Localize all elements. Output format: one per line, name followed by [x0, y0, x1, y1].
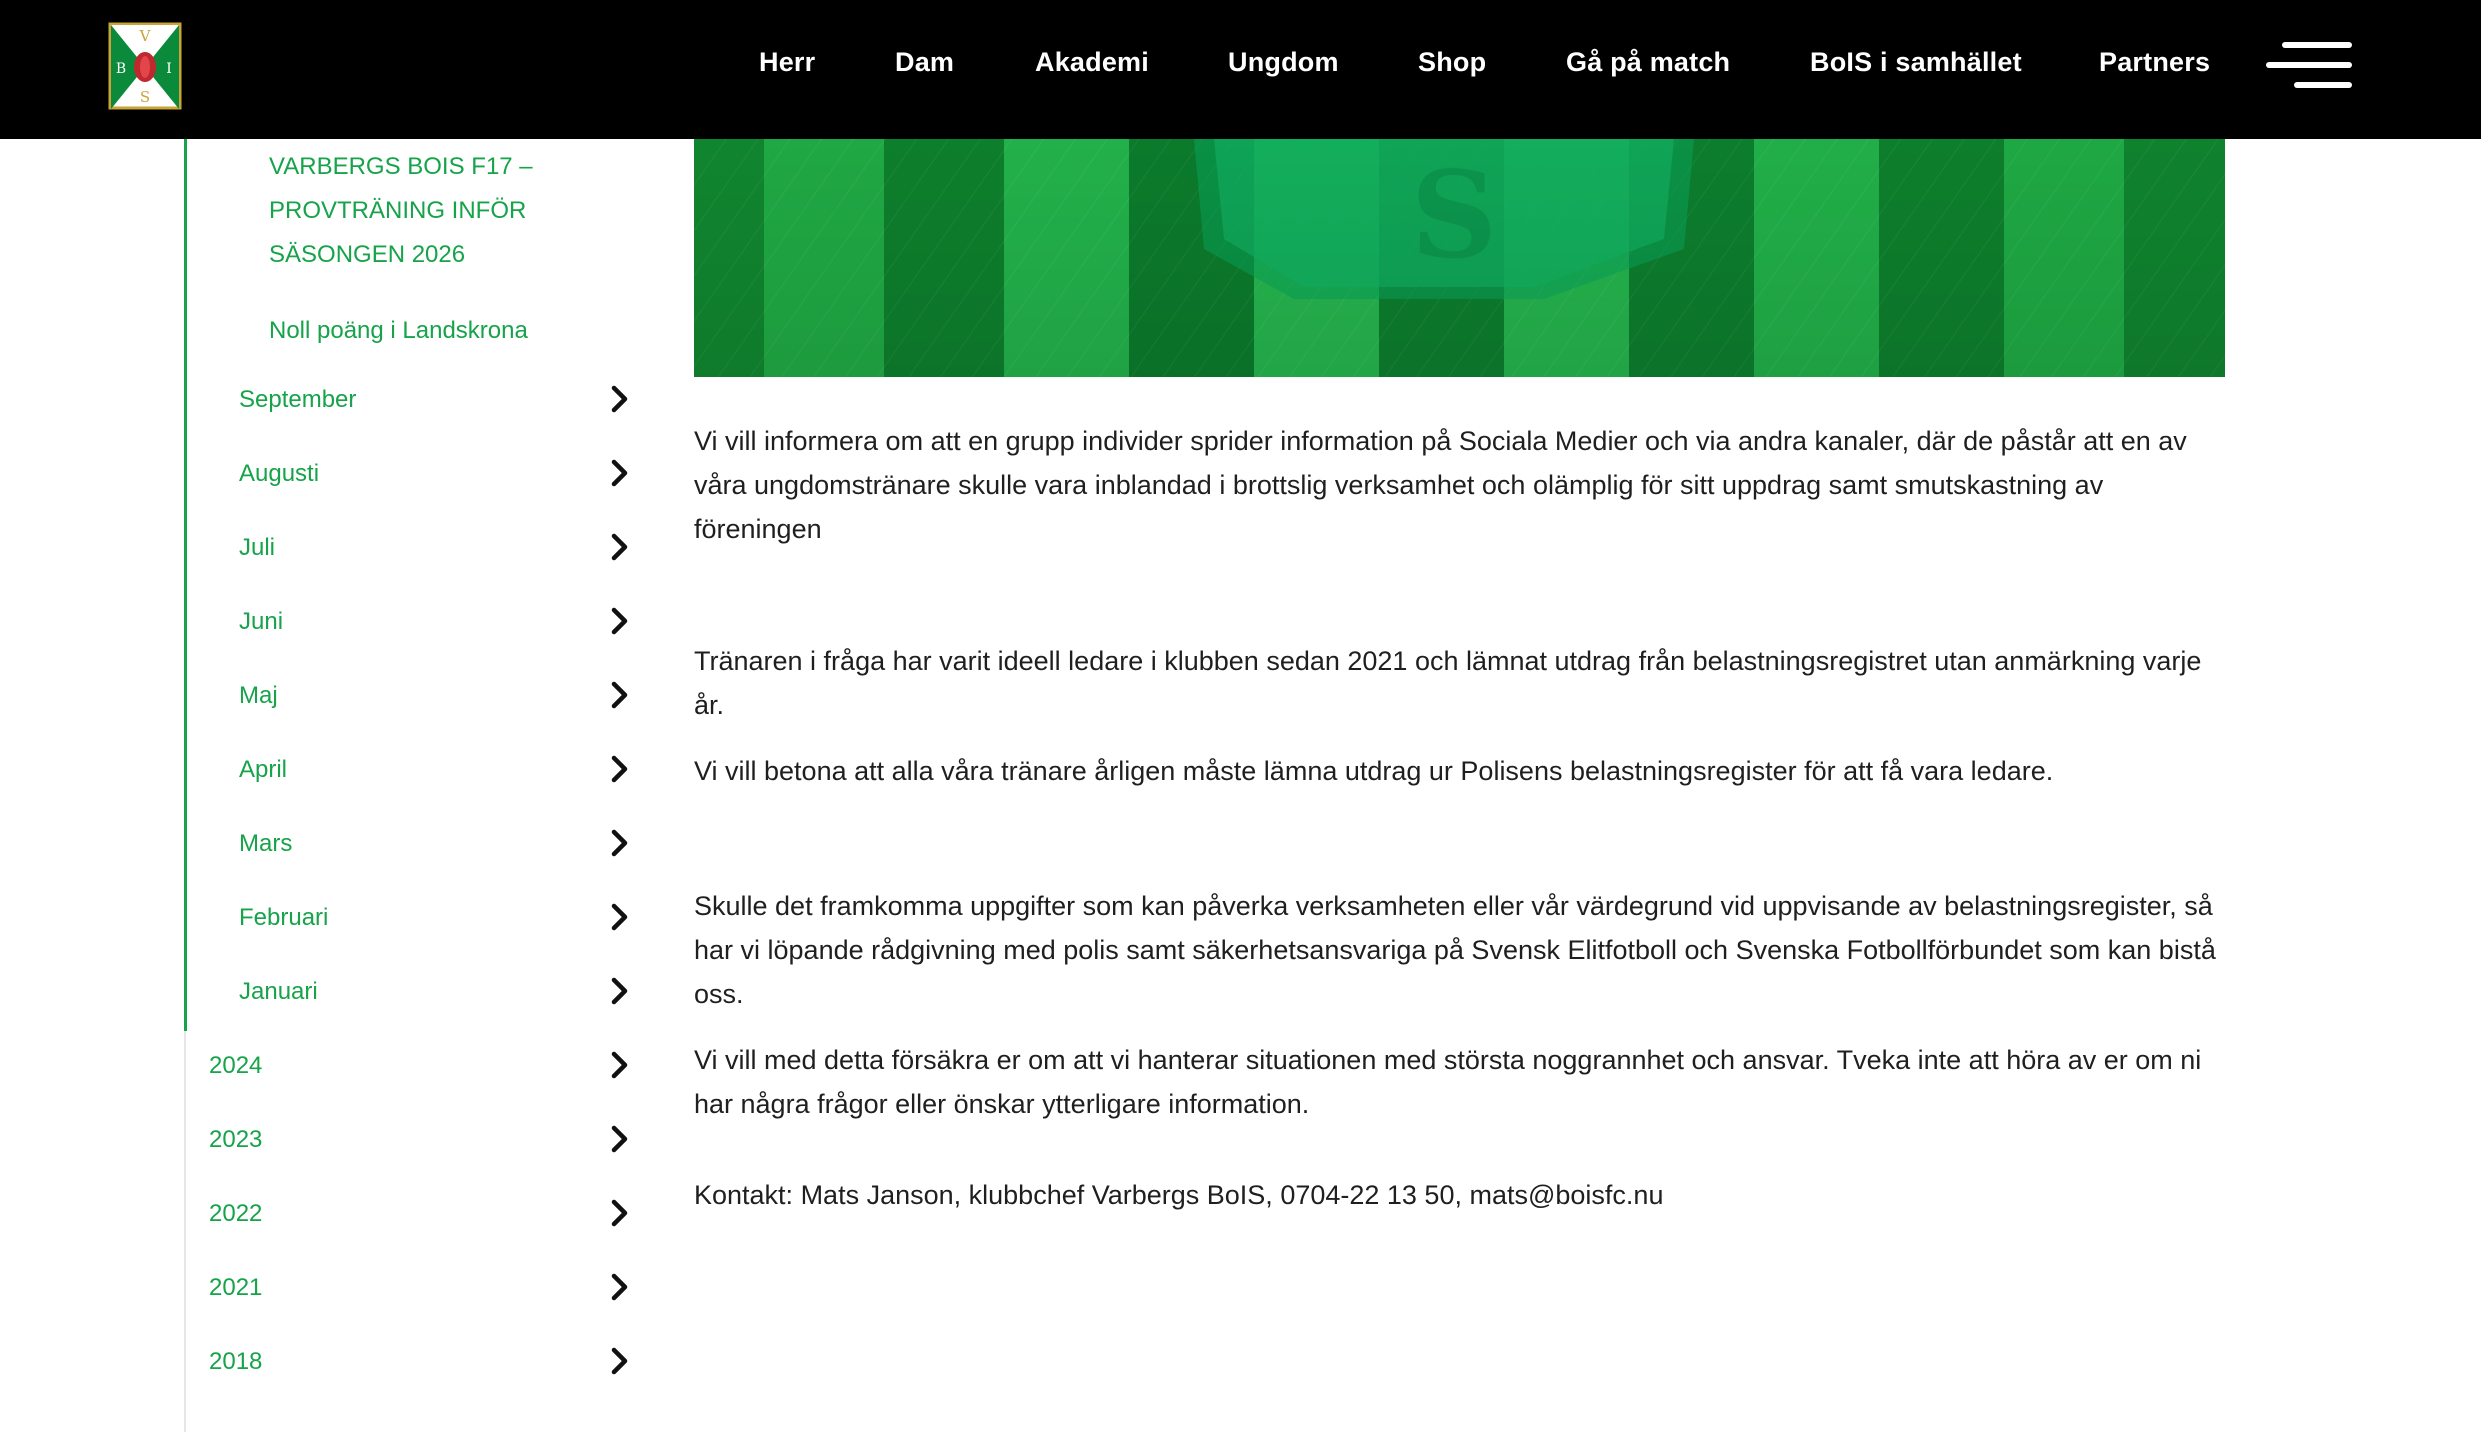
article-hero-image: [694, 139, 2225, 377]
chevron-right-icon[interactable]: [609, 532, 631, 562]
article-paragraph: Vi vill betona att alla våra tränare årligen måste lämna utdrag ur Polisens belastningsregister för att få vara ledare.: [694, 756, 2054, 786]
logo-letter-b: B: [115, 61, 127, 77]
article-paragraph: Vi vill informera om att en grupp individer sprider information på Sociala Medier och via andra kanaler, där de påstår att en av våra ungdomstränare skulle vara inblandad i brottslig verksamhet och olämplig för sitt uppdrag samt smutskastning av föreningen: [694, 426, 2187, 544]
nav-herr[interactable]: Herr: [759, 47, 816, 77]
chevron-right-icon[interactable]: [609, 458, 631, 488]
logo-letter-i: I: [166, 61, 172, 77]
sidebar-month-april[interactable]: [184, 745, 644, 795]
sidebar-year-2023[interactable]: [184, 1115, 644, 1165]
archive-sidebar: [184, 139, 644, 1399]
chevron-right-icon[interactable]: [609, 1124, 631, 1154]
nav-shop[interactable]: Shop: [1418, 47, 1487, 77]
chevron-right-icon[interactable]: [609, 606, 631, 636]
article-paragraph: Skulle det framkomma uppgifter som kan påverka verksamheten eller vår värdegrund vid uppvisande av belastningsregister, så har vi löpande rådgivning med polis samt säkerhetsansvariga på Svensk Elitfotboll och Svenska Fotbollförbundet som kan bistå oss.: [694, 891, 2216, 1009]
sidebar-month-september[interactable]: [184, 375, 644, 425]
month-label: Februari: [239, 904, 329, 931]
logo-letter-s: S: [139, 88, 151, 106]
sidebar-month-februari[interactable]: [184, 893, 644, 943]
month-label: Juni: [239, 608, 284, 635]
sidebar-month-januari[interactable]: [184, 967, 644, 1017]
chevron-right-icon[interactable]: [609, 754, 631, 784]
sidebar-year-2021[interactable]: [184, 1263, 644, 1313]
month-label: Mars: [239, 830, 293, 857]
article-paragraph: Tränaren i fråga har varit ideell ledare i klubben sedan 2021 och lämnat utdrag från belastningsregistret utan anmärkning varje år.: [694, 646, 2202, 720]
chevron-right-icon[interactable]: [609, 384, 631, 414]
year-label: 2024: [209, 1052, 263, 1079]
chevron-right-icon[interactable]: [609, 680, 631, 710]
year-label: 2018: [209, 1348, 263, 1375]
chevron-right-icon[interactable]: [609, 1050, 631, 1080]
sidebar-month-maj[interactable]: [184, 671, 644, 721]
sidebar-year-2018[interactable]: [184, 1337, 644, 1387]
chevron-right-icon[interactable]: [609, 976, 631, 1006]
nav-partners[interactable]: Partners: [2099, 47, 2211, 77]
sidebar-month-juni[interactable]: [184, 597, 644, 647]
sidebar-post-link[interactable]: VARBERGS BOIS F17 – PROVTRÄNING INFÖR SÄSONGEN 2026: [269, 153, 533, 268]
year-label: 2023: [209, 1126, 263, 1153]
month-label: Augusti: [239, 460, 320, 487]
chevron-right-icon[interactable]: [609, 1198, 631, 1228]
nav-bois-samhallet[interactable]: BoIS i samhället: [1810, 47, 2022, 77]
sidebar-month-augusti[interactable]: [184, 449, 644, 499]
article-paragraph: Vi vill med detta försäkra er om att vi hanterar situationen med största noggrannhet och ansvar. Tveka inte att höra av er om ni har några frågor eller önskar ytterligare information.: [694, 1045, 2202, 1119]
logo-letter-v: V: [139, 27, 151, 45]
sidebar-year-2022[interactable]: [184, 1189, 644, 1239]
chevron-right-icon[interactable]: [609, 1272, 631, 1302]
month-label: Maj: [239, 682, 278, 709]
nav-akademi[interactable]: Akademi: [1035, 47, 1149, 77]
sidebar-year-2024[interactable]: [184, 1041, 644, 1091]
article-contact: Kontakt: Mats Janson, klubbchef Varbergs BoIS, 0704-22 13 50, mats@boisfc.nu: [694, 1180, 1664, 1210]
month-label: September: [239, 386, 357, 413]
month-label: Januari: [239, 978, 318, 1005]
year-label: 2022: [209, 1200, 263, 1227]
sidebar-month-mars[interactable]: [184, 819, 644, 869]
sidebar-post-link[interactable]: Noll poäng i Landskrona: [269, 317, 528, 344]
club-logo[interactable]: [108, 22, 182, 112]
site-header: [0, 0, 2481, 139]
month-label: April: [239, 756, 288, 783]
nav-ungdom[interactable]: Ungdom: [1228, 47, 1339, 77]
year-label: 2021: [209, 1274, 263, 1301]
chevron-right-icon[interactable]: [609, 902, 631, 932]
chevron-right-icon[interactable]: [609, 1346, 631, 1376]
chevron-right-icon[interactable]: [609, 828, 631, 858]
hamburger-menu-icon[interactable]: [2266, 40, 2352, 90]
nav-ga-pa-match[interactable]: Gå på match: [1566, 47, 1731, 77]
nav-dam[interactable]: Dam: [895, 47, 955, 77]
month-label: Juli: [239, 534, 276, 561]
sidebar-month-juli[interactable]: [184, 523, 644, 573]
